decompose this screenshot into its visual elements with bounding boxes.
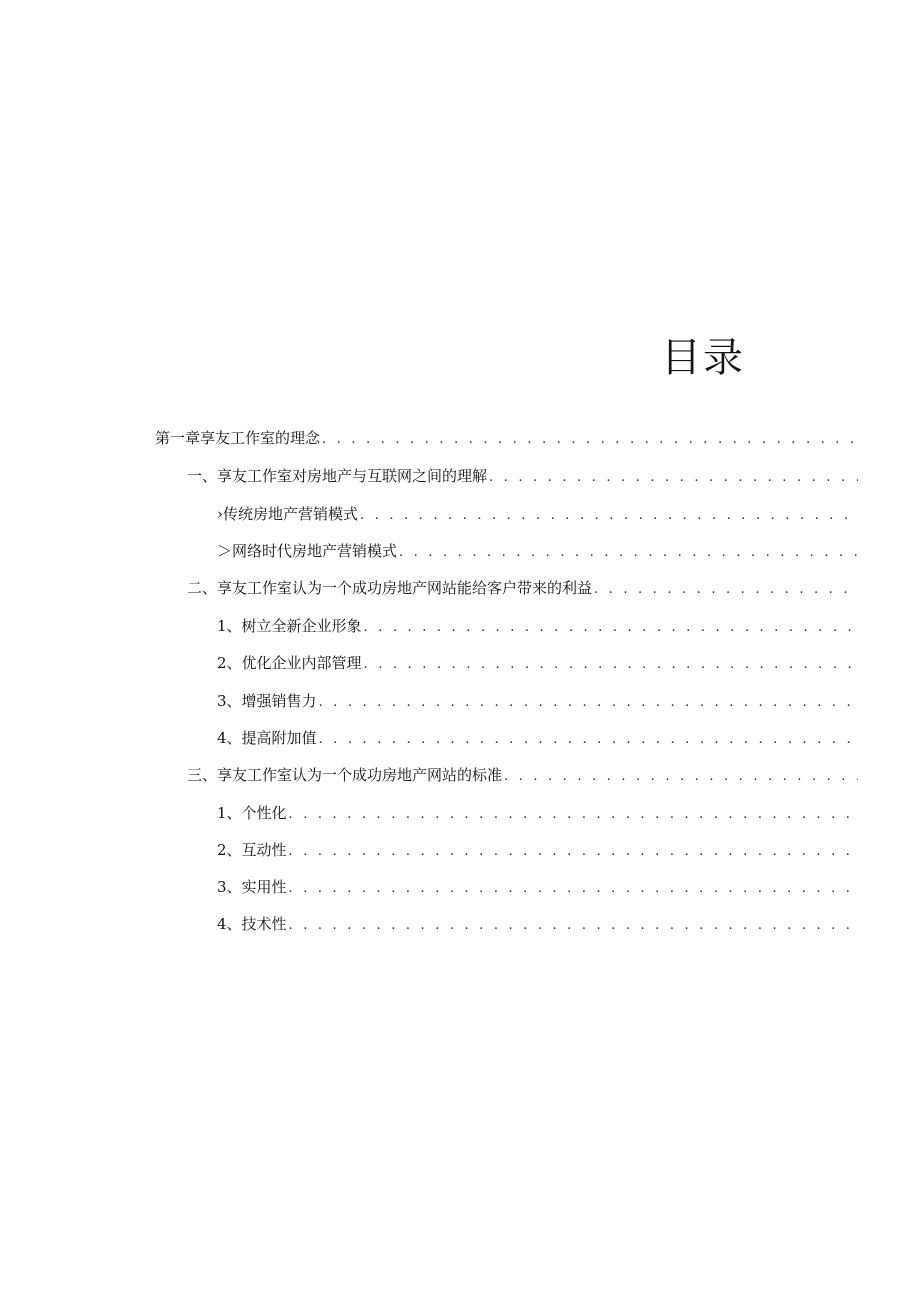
toc-entry-subsection[interactable] [217,653,858,675]
toc-entry-subsection[interactable] [217,840,858,862]
toc-entry-chapter-1[interactable] [155,428,858,450]
dot-leader [319,693,858,713]
toc-entry-section-1[interactable] [187,466,858,488]
toc-entry-subsection[interactable] [217,504,858,526]
toc-entry-subsection[interactable] [217,803,858,825]
toc-entry-label: 1、个性化 [217,804,287,822]
toc-entry-label: 4、提高附加值 [217,729,317,747]
dot-leader [319,730,858,750]
toc-entry-label: ›传统房地产营销模式 [217,505,358,523]
dot-leader [364,618,858,638]
toc-entry-label: 二、享友工作室认为一个成功房地产网站能给客户带来的利益 [187,579,593,597]
toc-entry-subsection[interactable] [217,541,858,563]
dot-leader [594,580,858,600]
toc-entry-subsection[interactable] [217,914,858,936]
toc-entry-label: 3、实用性 [217,878,287,896]
toc-entry-label: 第一章享友工作室的理念 [155,429,321,447]
toc-title: 目录 [661,335,745,381]
dot-leader [289,842,858,862]
toc-entry-label: 1、树立全新企业形象 [217,617,362,635]
toc-entry-section-3[interactable] [187,765,858,787]
dot-leader [399,543,858,563]
dot-leader [364,655,858,675]
dot-leader [289,805,858,825]
toc-entry-section-2[interactable] [187,578,858,600]
toc-entry-label: 一、享友工作室对房地产与互联网之间的理解 [187,467,488,485]
dot-leader [489,468,858,488]
toc-entry-subsection[interactable] [217,616,858,638]
dot-leader [322,430,858,450]
toc-entry-label: 三、享友工作室认为一个成功房地产网站的标准 [187,766,503,784]
toc-entry-label: 2、互动性 [217,841,287,859]
toc-entry-subsection[interactable] [217,728,858,750]
dot-leader [504,767,858,787]
toc-entry-subsection[interactable] [217,877,858,899]
dot-leader [360,506,858,526]
toc-entry-subsection[interactable] [217,691,858,713]
toc-entry-label: 3、增强销售力 [217,692,317,710]
toc-entry-label: 4、技术性 [217,915,287,933]
toc-entry-label: ＞网络时代房地产营销模式 [217,542,398,560]
dot-leader [289,916,858,936]
dot-leader [289,879,858,899]
toc-entry-label: 2、优化企业内部管理 [217,654,362,672]
